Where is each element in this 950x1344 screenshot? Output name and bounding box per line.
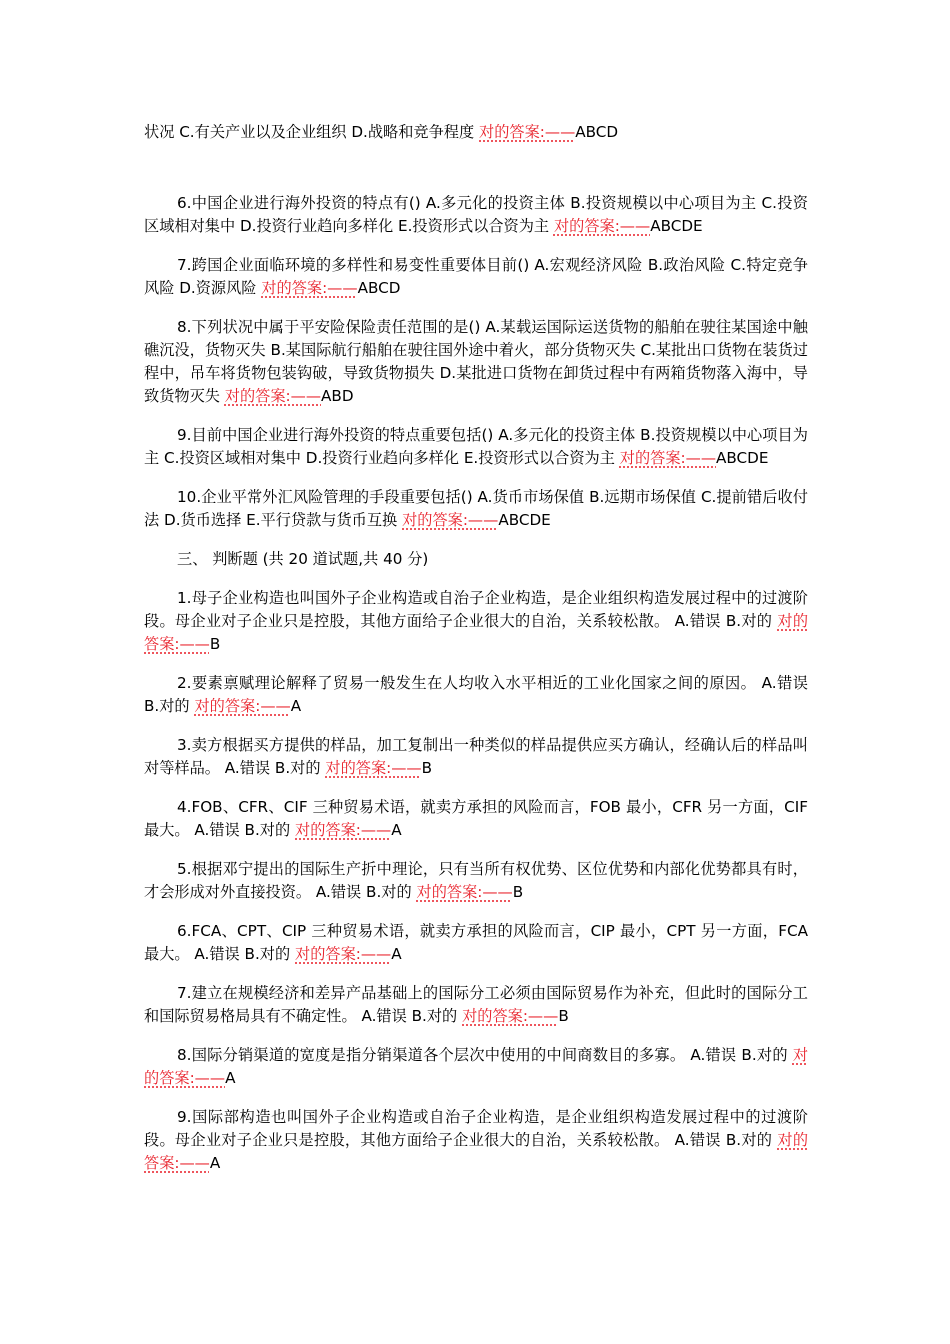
question-text: 6.中国企业进行海外投资的特点有() A.多元化的投资主体 B.投资规模以中心项目为主 C.投资区域相对集中 D.投资行业趋向多样化 E.投资形式以合资为主 (144, 194, 808, 235)
question-continuation (144, 121, 808, 144)
question-text: 4.FOB、CFR、CIF 三种贸易术语，就卖方承担的风险而言，FOB 最小，CFR 另一方面，CIF 最大。 A.错误 B.对的 (144, 798, 808, 839)
multi-choice-question-7 (144, 254, 808, 300)
answer-value: B (209, 635, 221, 653)
question-text: 9.目前中国企业进行海外投资的特点重要包括() A.多元化的投资主体 B.投资规模以中心项目为主 C.投资区域相对集中 D.投资行业趋向多样化 E.投资形式以合资为主 (144, 426, 808, 467)
question-text: 状况 C.有关产业以及企业组织 D.战略和竞争程度 (144, 123, 480, 141)
question-text: 2.要素禀赋理论解释了贸易一般发生在人均收入水平相近的工业化国家之间的原因。 A.错误 B.对的 (144, 674, 808, 715)
answer-label: 对的答案:—— (479, 123, 576, 141)
answer-label: 对的答案:—— (261, 279, 358, 297)
answer-label: 对的答案:—— (295, 945, 392, 963)
multi-choice-question-10 (144, 486, 808, 532)
answer-value: ABD (321, 387, 354, 405)
answer-value: B (421, 759, 433, 777)
answer-value: ABCD (357, 279, 401, 297)
answer-label: 对的答案:—— (462, 1007, 559, 1025)
answer-value: A (391, 821, 402, 839)
answer-value: ABCDE (716, 449, 769, 467)
answer-value: A (225, 1069, 236, 1087)
judgement-question-5 (144, 858, 808, 904)
answer-label: 对的答案:—— (295, 821, 392, 839)
question-text: 8.下列状况中属于平安险保险责任范围的是() A.某载运国际运送货物的船舶在驶往某国途中触礁沉没，货物灭失 B.某国际航行船舶在驶往国外途中着火，部分货物灭失 C.某批出口货物在装货过程中，吊车将货物包装钩破，导致货物损失 D.某批进口货物在卸货过程中有两箱货物落入海中，导致货物灭失 (144, 318, 808, 405)
answer-label: 对的答案:—— (224, 387, 322, 405)
question-text: 5.根据邓宁提出的国际生产折中理论，只有当所有权优势、区位优势和内部化优势都具有时，才会形成对外直接投资。 A.错误 B.对的 (144, 860, 808, 901)
answer-label: 对的答案:—— (553, 217, 651, 235)
judgement-question-3 (144, 734, 808, 780)
answer-label: 对的答案:—— (416, 883, 513, 901)
answer-label: 对的答案:—— (144, 1131, 809, 1172)
answer-label: 对的答案:—— (619, 449, 717, 467)
answer-label: 对的答案:—— (194, 697, 291, 715)
judgement-question-2 (144, 672, 808, 718)
answer-value: A (290, 697, 302, 715)
judgement-question-4 (144, 796, 808, 842)
question-text: 9.国际部构造也叫国外子企业构造或自治子企业构造，是企业组织构造发展过程中的过渡阶段。母企业对子企业只是控股，其他方面给子企业很大的自治，关系较松散。 A.错误 B.对的 (144, 1108, 808, 1149)
answer-value: B (558, 1007, 569, 1025)
judgement-question-9 (144, 1106, 808, 1175)
question-text: 6.FCA、CPT、CIP 三种贸易术语，就卖方承担的风险而言，CIP 最小，CPT 另一方面，FCA 最大。 A.错误 B.对的 (144, 922, 808, 963)
question-text: 1.母子企业构造也叫国外子企业构造或自治子企业构造，是企业组织构造发展过程中的过渡阶段。母企业对子企业只是控股，其他方面给子企业很大的自治，关系较松散。 A.错误 B.对的 (144, 589, 808, 630)
question-text: 8.国际分销渠道的宽度是指分销渠道各个层次中使用的中间商数目的多寡。 A.错误 B.对的 (177, 1046, 793, 1064)
answer-value: B (512, 883, 524, 901)
judgement-question-7 (144, 982, 808, 1028)
multi-choice-question-6 (144, 192, 808, 238)
judgement-question-8 (144, 1044, 808, 1090)
judgement-question-1 (144, 587, 808, 656)
multi-choice-question-9 (144, 424, 808, 470)
document-body (144, 121, 808, 1191)
answer-label: 对的答案:—— (144, 1046, 808, 1087)
answer-label: 对的答案:—— (325, 759, 422, 777)
answer-label: 对的答案:—— (144, 612, 809, 653)
judgement-question-6 (144, 920, 808, 966)
answer-value: ABCDE (498, 511, 551, 529)
answer-value: ABCDE (650, 217, 703, 235)
question-text: 3.卖方根据买方提供的样品，加工复制出一种类似的样品提供应买方确认，经确认后的样品叫对等样品。 A.错误 B.对的 (144, 736, 808, 777)
multi-choice-question-8 (144, 316, 808, 408)
question-text: 10.企业平常外汇风险管理的手段重要包括() A.货币市场保值 B.远期市场保值 C.提前错后收付法 D.货币选择 E.平行贷款与货币互换 (144, 488, 808, 529)
question-text: 7.跨国企业面临环境的多样性和易变性重要体目前() A.宏观经济风险 B.政治风险 C.特定竞争风险 D.资源风险 (144, 256, 808, 297)
answer-value: A (209, 1154, 221, 1172)
question-text: 7.建立在规模经济和差异产品基础上的国际分工必须由国际贸易作为补充，但此时的国际分工和国际贸易格局具有不确定性。 A.错误 B.对的 (144, 984, 808, 1025)
section-heading: 三、 判断题 (共 20 道试题,共 40 分) (177, 550, 429, 568)
answer-value: A (391, 945, 402, 963)
answer-value: ABCD (575, 123, 619, 141)
answer-label: 对的答案:—— (402, 511, 499, 529)
